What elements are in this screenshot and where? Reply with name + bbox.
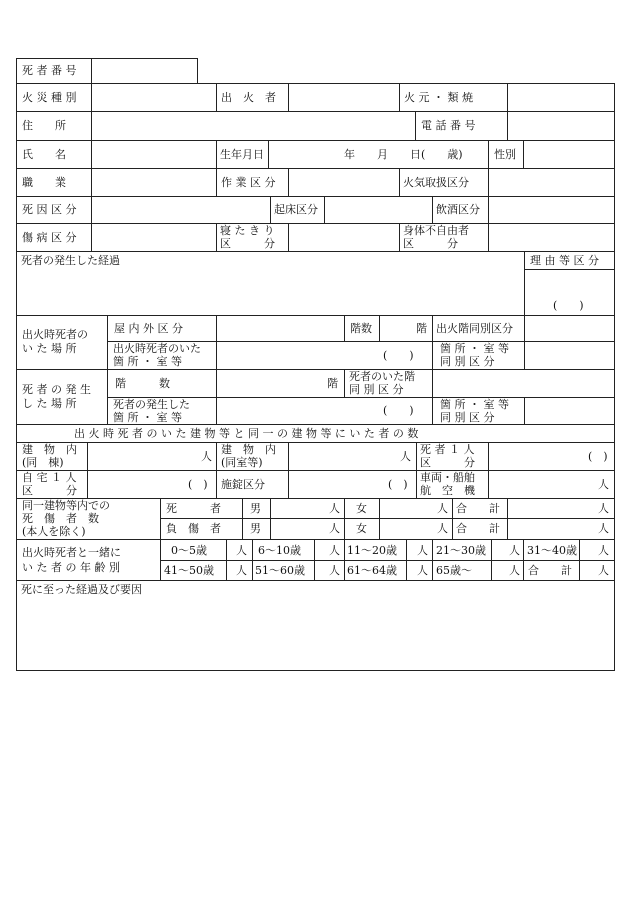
- shokugyo-label: 職 業: [22, 176, 66, 189]
- shintai-field[interactable]: [488, 223, 615, 252]
- age-6-10-nin: 人: [329, 544, 340, 557]
- age-61-64-label: 61～64歳: [347, 564, 397, 577]
- age-11-20-label: 11～20歳: [347, 544, 397, 557]
- shobyo-kubun-label: 傷 病 区 分: [22, 231, 77, 244]
- age-51-60-label: 51～60歳: [255, 564, 305, 577]
- ita-kasho-label-2: 箇 所 ・ 室 等: [113, 355, 182, 368]
- sharyo-label-2: 航 空 機: [420, 484, 475, 497]
- age-6-10-label: 6～10歳: [258, 544, 301, 557]
- tatemono-nai-2-label-1: 建 物 内: [221, 443, 276, 456]
- tatemono-nai-label-1: 建 物 内: [22, 443, 77, 456]
- age-11-20-nin: 人: [417, 544, 428, 557]
- age-41-50-label: 41～50歳: [164, 564, 214, 577]
- fushosha-onna-nin: 人: [437, 522, 448, 535]
- shukka-field[interactable]: [288, 83, 400, 112]
- age-0-5-nin: 人: [236, 544, 247, 557]
- keika-label: 死者の発生した経過: [21, 254, 120, 267]
- kishou-kubun-label: 起床区分: [274, 203, 318, 216]
- shukka-label: 出 火 者: [221, 91, 276, 104]
- fushosha-label: 負 傷 者: [166, 522, 221, 535]
- kasho-shitsu-field-2[interactable]: [524, 397, 615, 425]
- netakiri-field[interactable]: [288, 223, 400, 252]
- tatemono-nai-2-nin: 人: [400, 450, 411, 463]
- shisha-goukei-nin: 人: [598, 502, 609, 515]
- seinengappi-label: 生年月日: [220, 148, 264, 161]
- kamoto-ruisho-label: 火 元 ・ 類 焼: [404, 91, 473, 104]
- kasai-shubetsu-label: 火 災 種 別: [22, 91, 77, 104]
- netakiri-label-2: 区 分: [220, 237, 275, 250]
- sejo-label: 施錠区分: [221, 478, 265, 491]
- shobyo-kubun-field[interactable]: [91, 223, 217, 252]
- kasho-shitsu-label-2: 同 別 区 分: [440, 355, 495, 368]
- kai-label: 階: [416, 322, 427, 335]
- age-21-30-label: 21～30歳: [436, 544, 486, 557]
- hassei-basho-label-1: 死 者 の 発 生: [22, 383, 91, 396]
- inshu-kubun-label: 飲酒区分: [436, 203, 480, 216]
- hassei-kasho-label-1: 死者の発生した: [113, 398, 190, 411]
- sharyo-label-1: 車両・船舶: [420, 471, 475, 484]
- doitsu-label-2: 死 傷 者 数: [22, 512, 99, 525]
- shimei-field[interactable]: [91, 140, 217, 169]
- hassei-kasho-label-2: 箇 所 ・ 室 等: [113, 411, 182, 424]
- shisha-hitori-paren: ( ): [588, 450, 608, 463]
- age-0-5-label: 0～5歳: [171, 544, 207, 557]
- kaisu-2-label: 階 数: [115, 377, 170, 390]
- netakiri-label-1: 寝 た き り: [220, 224, 275, 237]
- tatemono-nai-2-field[interactable]: [288, 442, 417, 471]
- age-21-30-nin: 人: [509, 544, 520, 557]
- age-61-64-nin: 人: [417, 564, 428, 577]
- ita-kai-label-2: 同 別 区 分: [349, 383, 404, 396]
- age-31-40-label: 31～40歳: [527, 544, 577, 557]
- jusho-label: 住 所: [22, 119, 66, 132]
- kasho-shitsu-label-4: 同 別 区 分: [440, 411, 495, 424]
- ita-kasho-paren: ( ): [383, 349, 414, 362]
- kaki-toriatsukai-label: 火気取扱区分: [403, 176, 469, 189]
- sejo-paren: ( ): [388, 478, 408, 491]
- kai-2-label: 階: [327, 377, 338, 390]
- issho-label-2: い た 者 の 年 齢 別: [22, 561, 120, 574]
- seibetsu-label: 性別: [494, 148, 516, 161]
- kasho-shitsu-field-1[interactable]: [524, 341, 615, 370]
- age-65-plus-nin: 人: [509, 564, 520, 577]
- denwa-field[interactable]: [507, 111, 615, 141]
- sagyo-kubun-field[interactable]: [288, 168, 400, 197]
- tatemono-nai-label-2: (同 棟): [22, 456, 64, 469]
- tatemono-nai-nin: 人: [201, 450, 212, 463]
- okunai-field[interactable]: [216, 315, 345, 342]
- shisha-onna-nin: 人: [437, 502, 448, 515]
- hassei-kasho-paren: ( ): [383, 404, 414, 417]
- age-41-50-nin: 人: [236, 564, 247, 577]
- shisha-onna-label: 女: [356, 502, 367, 515]
- age-31-40-field[interactable]: [579, 539, 615, 561]
- shisha-otoko-label: 男: [250, 502, 261, 515]
- okunai-label: 屋 内 外 区 分: [114, 322, 183, 335]
- issho-label-1: 出火時死者と一緒に: [22, 546, 121, 559]
- age-51-60-nin: 人: [329, 564, 340, 577]
- age-goukei-label: 合 計: [528, 564, 572, 577]
- seinengappi-date-text: 年 月 日( 歳): [344, 148, 463, 161]
- sharyo-field[interactable]: [488, 470, 615, 499]
- shisha-otoko-nin: 人: [329, 502, 340, 515]
- kishou-kubun-field[interactable]: [324, 196, 433, 224]
- ita-kai-label-1: 死者のいた階: [349, 370, 415, 383]
- kaki-toriatsukai-field[interactable]: [488, 168, 615, 197]
- ita-kasho-label-1: 出火時死者のいた: [113, 342, 201, 355]
- fushosha-onna-label: 女: [356, 522, 367, 535]
- riyu-label: 理 由 等 区 分: [530, 254, 599, 267]
- jitaku-label-2: 区 分: [22, 484, 77, 497]
- age-31-40-nin: 人: [598, 544, 609, 557]
- shintai-label-2: 区 分: [403, 237, 458, 250]
- kaisu-label: 階数: [350, 322, 372, 335]
- shintai-label-1: 身体不自由者: [403, 224, 469, 237]
- shisha-hitori-label-2: 区 分: [420, 456, 475, 469]
- kasho-shitsu-label-3: 箇 所 ・ 室 等: [440, 398, 509, 411]
- age-goukei-nin: 人: [598, 564, 609, 577]
- riyu-paren: ( ): [553, 299, 584, 312]
- shi-keika-label: 死に至った経過及び要因: [21, 583, 142, 596]
- kamoto-ruisho-field[interactable]: [507, 83, 615, 112]
- sagyo-kubun-label: 作 業 区 分: [221, 176, 276, 189]
- jusho-field[interactable]: [91, 111, 416, 141]
- inshu-kubun-field[interactable]: [488, 196, 615, 224]
- fushosha-otoko-nin: 人: [329, 522, 340, 535]
- shisha-goukei-label: 合 計: [456, 502, 500, 515]
- denwa-label: 電 話 番 号: [421, 119, 476, 132]
- shukkaji-basho-label-1: 出火時死者の: [22, 328, 88, 341]
- seibetsu-field[interactable]: [523, 140, 615, 169]
- shisha-label: 死 者: [166, 502, 221, 515]
- doitsu-label-3: (本人を除く): [22, 525, 86, 538]
- fushosha-goukei-label: 合 計: [456, 522, 500, 535]
- jitaku-label-1: 自 宅 １ 人: [22, 471, 77, 484]
- kaisu-2-field[interactable]: [216, 369, 345, 398]
- tatemono-nai-field[interactable]: [87, 442, 217, 471]
- hassei-basho-label-2: し た 場 所: [22, 397, 77, 410]
- shiin-kubun-field[interactable]: [91, 196, 271, 224]
- kasho-shitsu-label-1: 箇 所 ・ 室 等: [440, 342, 509, 355]
- section-header: 出 火 時 死 者 の い た 建 物 等 と 同 一 の 建 物 等 に い た 者 の 数: [74, 427, 419, 440]
- shukkaji-basho-label-2: い た 場 所: [22, 342, 77, 355]
- doitsu-label-1: 同一建物等内での: [22, 499, 110, 512]
- shisha-hitori-label-1: 死 者 １ 人: [420, 443, 475, 456]
- fushosha-otoko-label: 男: [250, 522, 261, 535]
- tatemono-nai-2-label-2: (同室等): [221, 456, 263, 469]
- shukkakai-label: 出火階同別区分: [436, 322, 513, 335]
- shisha-bango-label: 死 者 番 号: [22, 64, 77, 77]
- shukkakai-field[interactable]: [524, 315, 615, 342]
- jitaku-paren: ( ): [188, 478, 208, 491]
- fushosha-goukei-nin: 人: [598, 522, 609, 535]
- age-goukei-field[interactable]: [579, 560, 615, 581]
- ita-kai-field[interactable]: [432, 369, 615, 398]
- shiin-kubun-label: 死 因 区 分: [22, 203, 77, 216]
- shisha-bango-field[interactable]: [91, 58, 198, 84]
- shokugyo-field[interactable]: [91, 168, 217, 197]
- age-65-plus-label: 65歳～: [436, 564, 472, 577]
- shimei-label: 氏 名: [22, 148, 66, 161]
- sharyo-nin: 人: [598, 478, 609, 491]
- kasai-shubetsu-field[interactable]: [91, 83, 217, 112]
